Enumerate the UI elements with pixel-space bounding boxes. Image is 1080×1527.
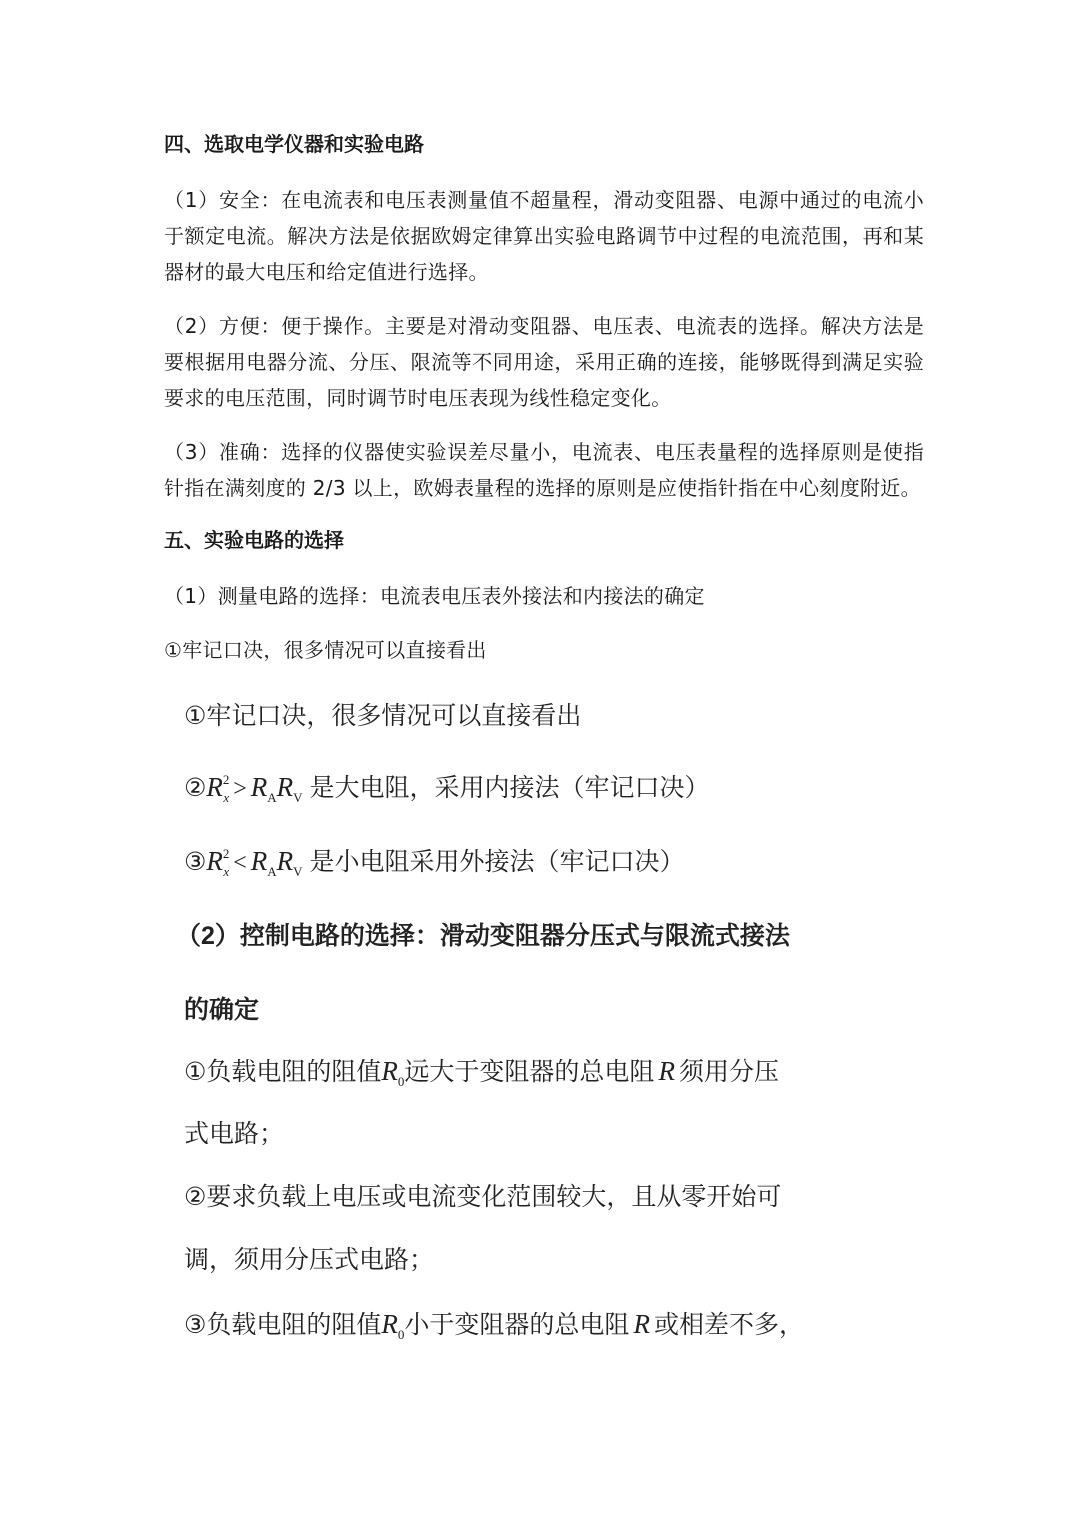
rx-subscript: x xyxy=(223,790,230,805)
rv-subscript: V xyxy=(293,864,303,879)
embedded-line-3-formula xyxy=(184,842,685,878)
section-4-convenience-paragraph: （2）方便：便于操作。主要是对滑动变阻器、电压表、电流表的选择。解决方法是要根据用电器分流、分压、限流等不同用途，采用正确的连接，能够既得到满足实验要求的电压范围，同时调节时电压表现为线性稳定变化。 xyxy=(164,314,924,410)
rule-1 xyxy=(184,1052,779,1088)
ra-subscript: A xyxy=(267,864,277,879)
r0-variable: R xyxy=(381,1309,398,1339)
r0-variable: R xyxy=(381,1056,398,1086)
r0-subscript: 0 xyxy=(397,1074,405,1089)
marker-3: ③ xyxy=(184,848,207,876)
document-body xyxy=(164,128,924,668)
section-4-accuracy-paragraph: （3）准确：选择的仪器使实验误差尽量小，电流表、电压表量程的选择原则是使指针指在满刻度的 2/3 以上，欧姆表量程的选择的原则是应使指针指在中心刻度附近。 xyxy=(164,440,924,500)
rule-1-pre: ①负载电阻的阻值 xyxy=(184,1058,382,1086)
embedded-line-2-formula xyxy=(184,768,710,804)
rx-subscript: x xyxy=(223,864,230,879)
rule-3-pre: ③负载电阻的阻值 xyxy=(184,1311,382,1339)
ra-variable: R xyxy=(250,846,268,876)
rule-3-mid: 小于变阻器的总电阻 xyxy=(404,1311,630,1339)
rule-3 xyxy=(184,1305,804,1341)
embedded-line-1: ①牢记口决，很多情况可以直接看出 xyxy=(184,702,582,730)
r-variable: R xyxy=(658,1056,675,1086)
section-4-heading: 四、选取电学仪器和实验电路 xyxy=(164,132,424,156)
section-4-safety-paragraph: （1）安全：在电流表和电压表测量值不超量程，滑动变阻器、电源中通过的电流小于额定电流。解决方法是依据欧姆定律算出实验电路调节中过程的电流范围，再和某器材的最大电压和给定值进行选择。 xyxy=(164,188,924,284)
rule-1-mid: 远大于变阻器的总电阻 xyxy=(404,1058,655,1086)
rx-superscript: 2 xyxy=(222,772,230,787)
rule-1-post: 须用分压 xyxy=(678,1058,779,1086)
r0-subscript: 0 xyxy=(397,1327,405,1342)
rule-3-post: 或相差不多， xyxy=(653,1311,804,1339)
rule-2: ②要求负载上电压或电流变化范围较大，且从零开始可 xyxy=(184,1183,782,1211)
rule-2-continued: 调，须用分压式电路； xyxy=(184,1246,435,1274)
section-5-heading: 五、实验电路的选择 xyxy=(164,528,344,552)
rv-subscript: V xyxy=(293,790,303,805)
rx-variable: R xyxy=(206,772,223,802)
line-2-text: 是大电阻，采用内接法（牢记口决） xyxy=(309,774,710,802)
section-5-mnemonic-paragraph: ①牢记口决，很多情况可以直接看出 xyxy=(164,638,487,662)
marker-2: ② xyxy=(184,774,207,802)
rv-variable: R xyxy=(276,846,294,876)
section-5-measurement-paragraph: （1）测量电路的选择：电流表电压表外接法和内接法的确定 xyxy=(164,584,705,608)
ra-variable: R xyxy=(250,772,268,802)
less-than-operator: < xyxy=(233,850,247,876)
r-variable: R xyxy=(633,1309,650,1339)
rule-1-continued: 式电路； xyxy=(184,1120,285,1148)
control-circuit-heading-cont: 的确定 xyxy=(184,996,260,1024)
rx-variable: R xyxy=(206,846,223,876)
control-circuit-heading: （2）控制电路的选择：滑动变阻器分压式与限流式接法 xyxy=(176,922,790,950)
line-3-text: 是小电阻采用外接法（牢记口决） xyxy=(309,848,685,876)
rv-variable: R xyxy=(276,772,294,802)
rx-superscript: 2 xyxy=(222,846,230,861)
greater-than-operator: > xyxy=(233,776,247,802)
ra-subscript: A xyxy=(267,790,277,805)
